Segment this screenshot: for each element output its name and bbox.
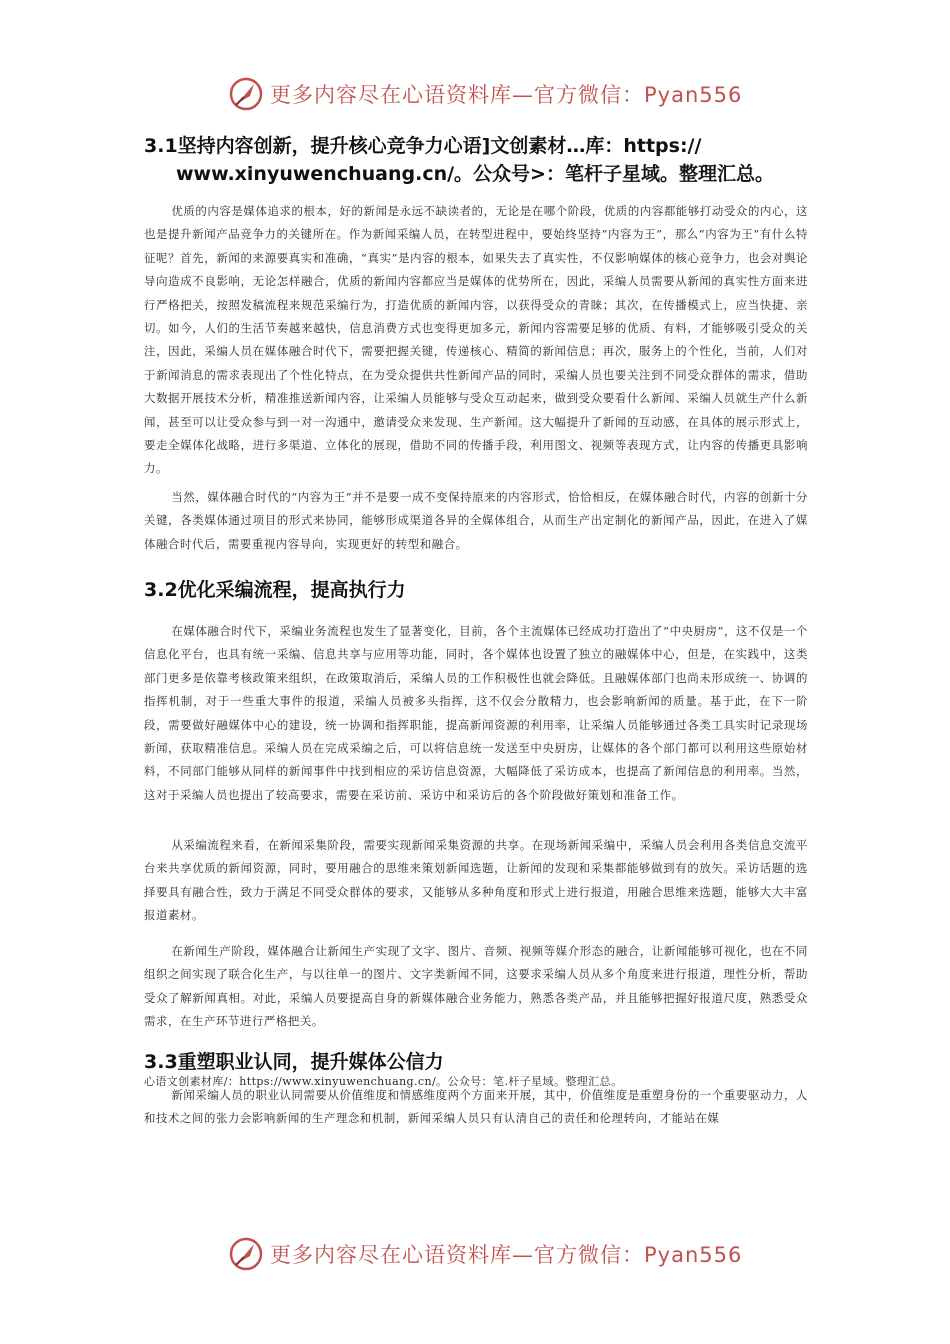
paragraph: 在媒体融合时代下，采编业务流程也发生了显著变化，目前，各个主流媒体已经成功打造出了“中央厨房”，这不仅是一个信息化平台，也具有统一采编、信息共享与应用等功能，同时，各个媒体也设置了独立的融媒体中心，但是，在实践中，这类部门更多是依靠考核政策来组织，在政策取消后，采编人员的工作积极性也就会降低。且融媒体部门也尚未形成统一、协调的指挥机制，对于一些重大事件的报道，采编人员被多头指挥，这不仅会分散精力，也会影响新闻的质量。基于此，在下一阶段，需要做好融媒体中心的建设，统一协调和指挥职能，提高新闻资源的利用率，让采编人员能够通过各类工具实时记录现场新闻，获取精准信息。采编人员在完成采编之后，可以将信息统一发送至中央厨房，让媒体的各个部门都可以利用这些原始材料，不同部门能够从同样的新闻事件中找到相应的采访信息资源，大幅降低了采访成本，也提高了新闻信息的利用率。当然，这对于采编人员也提出了较高要求，需要在采访前、采访中和采访后的各个阶段做好策划和准备工作。: [144, 624, 808, 802]
heading-line-2: www.xinyuwenchuang.cn/。公众号>：笔杆子星域。整理汇总。: [176, 163, 774, 185]
wechat-id: Pyan556: [644, 1243, 743, 1267]
wechat-id: Pyan556: [644, 83, 743, 107]
heading-line-1: 3.1坚持内容创新，提升核心竞争力心语]文创素材…库：https://: [144, 135, 702, 157]
banner-text: 更多内容尽在心语资料库—官方微信：Pyan556: [270, 1243, 743, 1267]
section-heading-3-2: 3.2优化采编流程，提高执行力: [144, 579, 406, 601]
paragraph: 优质的内容是媒体追求的根本，好的新闻是永远不缺读者的，无论是在哪个阶段，优质的内容都能够打动受众的内心，这也是提升新闻产品竞争力的关键所在。作为新闻采编人员，在转型进程中，要始终坚持“内容为王”，那么“内容为王”有什么特征呢？首先，新闻的来源要真实和准确，“真实”是内容的根本，如果失去了真实性，不仅影响媒体的核心竞争力，也会对舆论导向造成不良影响，无论怎样融合，优质的新闻内容都应当是媒体的优势所在，因此，采编人员需要从新闻的真实性方面来进行严格把关，按照发稿流程来规范采编行为，打造优质的新闻内容，以获得受众的青睐；其次，在传播模式上，应当快捷、亲切。如今，人们的生活节奏越来越快，信息消费方式也变得更加多元，新闻内容需要足够的优质、有料，才能够吸引受众的关注，因此，采编人员在媒体融合时代下，需要把握关键，传递核心、精简的新闻信息；再次，服务上的个性化，当前，人们对于新闻消息的需求表现出了个性化特点，在为受众提供共性新闻产品的同时，采编人员也要关注到不同受众群体的需求，借助大数据开展技术分析，精准推送新闻内容，让采编人员能够与受众互动起来，做到受众要看什么新闻、采编人员就生产什么新闻，甚至可以让受众参与到一对一沟通中，邀请受众来发现、生产新闻。这大幅提升了新闻的互动感，在具体的展示形式上，要走全媒体化战略，进行多渠道、立体化的展现，借助不同的传播手段，利用图文、视频等表现方式，让内容的传播更具影响力。: [144, 204, 808, 476]
source-watermark: 心语文创素材库/：https://www.xinyuwenchuang.cn/。公众号：笔.杆子星域。整理汇总。: [144, 1075, 623, 1088]
feather-pen-icon: [228, 76, 264, 112]
banner-text: 更多内容尽在心语资料库—官方微信：Pyan556: [270, 83, 743, 107]
feather-pen-icon: [228, 1236, 264, 1272]
paragraph: 从采编流程来看，在新闻采集阶段，需要实现新闻采集资源的共享。在现场新闻采编中，采编人员会利用各类信息交流平台来共享优质的新闻资源，同时，要用融合的思维来策划新闻选题，让新闻的发现和采集都能够做到有的放矢。采访话题的选择要具有融合性，致力于满足不同受众群体的要求，又能够从多种角度和形式上进行报道，用融合思维来选题，能够大大丰富报道素材。: [144, 838, 808, 923]
paragraph: 新闻采编人员的职业认同需要从价值维度和情感维度两个方面来开展，其中，价值维度是重塑身份的一个重要驱动力，人和技术之间的张力会影响新闻的生产理念和机制，新闻采编人员只有认清自己的责任和伦理转向，才能站在媒: [144, 1088, 808, 1126]
paragraph: 在新闻生产阶段，媒体融合让新闻生产实现了文字、图片、音频、视频等媒介形态的融合，让新闻能够可视化，也在不同组织之间实现了联合化生产，与以往单一的图片、文字类新闻不同，这要求采编人员从多个角度来进行报道，理性分析，帮助受众了解新闻真相。对此，采编人员要提高自身的新媒体融合业务能力，熟悉各类产品，并且能够把握好报道尺度，熟悉受众需求，在生产环节进行严格把关。: [144, 944, 808, 1029]
section-heading-3-3: 3.3重塑职业认同，提升媒体公信力: [144, 1051, 444, 1073]
section-heading-3-1: [144, 132, 784, 188]
footer-banner: [0, 1234, 950, 1274]
header-banner: [0, 74, 950, 114]
paragraph: 当然，媒体融合时代的“内容为王”并不是要一成不变保持原来的内容形式，恰恰相反，在媒体融合时代，内容的创新十分关键，各类媒体通过项目的形式来协同，能够形成渠道各异的全媒体组合，从而生产出定制化的新闻产品，因此，在进入了媒体融合时代后，需要重视内容导向，实现更好的转型和融合。: [144, 490, 808, 551]
